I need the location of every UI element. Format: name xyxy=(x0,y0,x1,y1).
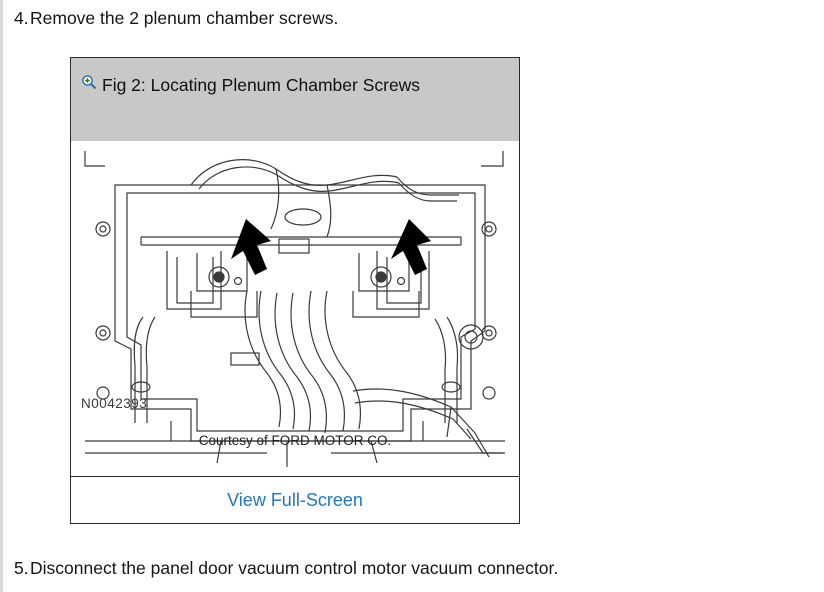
view-full-screen-link[interactable]: View Full-Screen xyxy=(227,489,363,510)
step-number: 5. xyxy=(14,558,29,578)
figure-card xyxy=(70,57,520,524)
plenum-chamber-diagram xyxy=(71,141,519,476)
figure-image[interactable] xyxy=(71,141,519,476)
page-left-rule xyxy=(0,0,3,592)
figure-footer xyxy=(71,476,519,523)
step-item-5 xyxy=(0,557,790,579)
figure-title: Fig 2: Locating Plenum Chamber Screws xyxy=(102,75,421,95)
step-number: 4. xyxy=(14,8,29,28)
figure-image-code: N0042393 xyxy=(81,396,148,411)
figure-courtesy: Courtesy of FORD MOTOR CO. xyxy=(198,433,392,448)
step-text: Remove the 2 plenum chamber screws. xyxy=(30,8,339,28)
magnifier-plus-icon[interactable] xyxy=(81,74,97,90)
figure-header[interactable] xyxy=(71,58,519,141)
step-item-4 xyxy=(0,7,790,29)
step-text: Disconnect the panel door vacuum control motor vacuum connector. xyxy=(30,558,559,578)
